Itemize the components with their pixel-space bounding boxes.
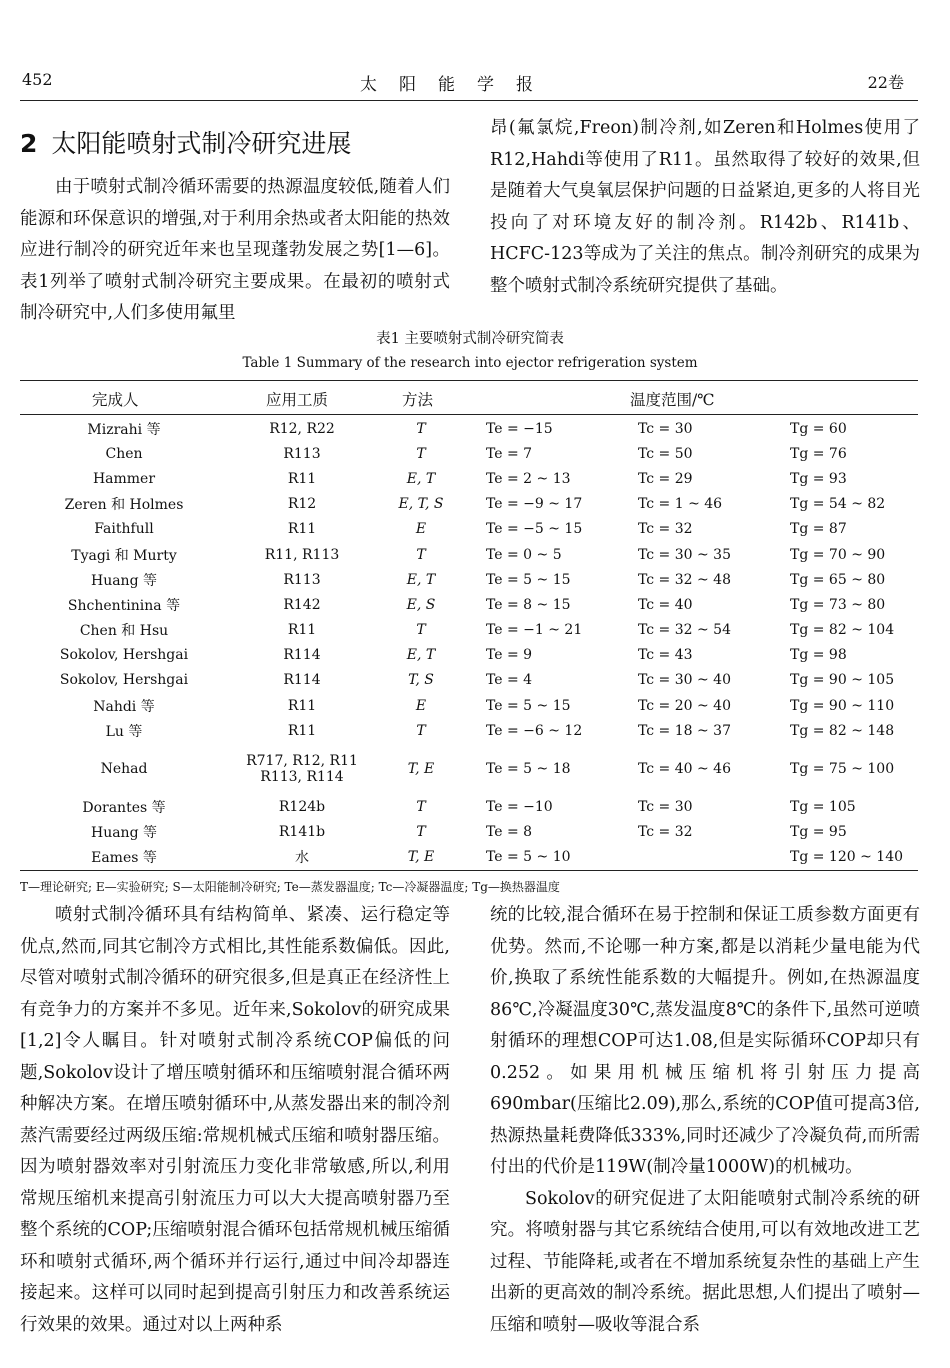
cell-condenser-temp: Tc = 18 ~ 37 xyxy=(638,722,731,739)
cell-evaporator-temp: Te = 8 ~ 15 xyxy=(486,596,571,613)
table-bottom-rule xyxy=(20,870,918,871)
cell-condenser-temp: Tc = 30 xyxy=(638,420,693,437)
journal-title: 太阳能学报 xyxy=(360,75,555,95)
cell-medium: R114 xyxy=(283,647,321,664)
cell-evaporator-temp: Te = 5 ~ 15 xyxy=(486,571,571,588)
cell-generator-temp: Tg = 95 xyxy=(790,824,847,841)
paragraph: 昂(氟氯烷,Freon)制冷剂,如Zeren和Holmes使用了R12,Hahdi等使用了R11。虽然取得了较好的效果,但是随着大气臭氧层保护问题的日益紧迫,更多的人将目光投向了对环境友好的制冷剂。R142b、R141b、HCFC-123等成为了关注的焦点。制冷剂研究的成果为整个喷射式制冷系统研究提供了基础。 xyxy=(490,118,920,296)
cell-generator-temp: Tg = 76 xyxy=(790,445,847,462)
cell-condenser-temp: Tc = 30 ~ 40 xyxy=(638,672,731,689)
paragraph: 喷射式制冷循环具有结构简单、紧凑、运行稳定等优点,然而,同其它制冷方式相比,其性能系数偏低。因此,尽管对喷射式制冷循环的研究很多,但是真正在经济性上有竞争力的方案并不多见。近年来,Sokolov的研究成果[1,2]令人瞩目。针对喷射式制冷系统COP偏低的问题,Sokolov设计了增压喷射循环和压缩喷射混合循环两种解决方案。在增压喷射循环中,从蒸发器出来的制冷剂蒸汽需要经过两级压缩:常规机械式压缩和喷射器压缩。因为喷射器效率对引射流压力变化非常敏感,所以,利用常规压缩机来提高引射流压力可以大大提高喷射器乃至整个系统的COP;压缩喷射混合循环包括常规机械压缩循环和喷射式循环,两个循环并行运行,通过中间冷却器连接起来。这样可以同时起到提高引射压力和改善系统运行效果的效果。通过对以上两种系 xyxy=(20,905,450,1335)
cell-author: Lu 等 xyxy=(105,723,143,740)
cell-medium: R11 xyxy=(287,622,317,639)
cell-method: T xyxy=(416,824,426,841)
cell-medium: R11 xyxy=(287,697,317,714)
section-heading xyxy=(20,120,450,168)
cell-method: T xyxy=(416,722,426,739)
cell-medium: R113 xyxy=(283,571,321,588)
cell-medium: 水 xyxy=(295,850,309,867)
cell-generator-temp: Tg = 82 ~ 104 xyxy=(790,622,895,639)
cell-medium: R11 xyxy=(287,521,317,538)
header-temp-range: 温度范围/℃ xyxy=(630,391,715,409)
page-number: 452 xyxy=(22,70,53,89)
cell-method: T xyxy=(416,445,426,462)
cell-condenser-temp: Tc = 32 xyxy=(638,521,693,538)
cell-author: Sokolov, Hershgai xyxy=(59,672,189,689)
table-row xyxy=(20,441,918,466)
cell-author: Huang 等 xyxy=(90,572,157,589)
table-header-rule xyxy=(20,414,918,415)
cell-generator-temp: Tg = 73 ~ 80 xyxy=(790,596,886,613)
header-rule xyxy=(20,100,918,101)
table-row xyxy=(20,820,918,845)
table-row xyxy=(20,492,918,517)
cell-medium: R11 xyxy=(287,470,317,487)
cell-evaporator-temp: Te = 9 xyxy=(486,647,533,664)
cell-medium: R11, R113 xyxy=(264,546,340,563)
header-author: 完成人 xyxy=(92,391,139,409)
cell-author: Zeren 和 Holmes xyxy=(64,497,184,514)
cell-medium: R124b xyxy=(278,799,326,816)
cell-evaporator-temp: Te = 4 xyxy=(486,672,533,689)
cell-condenser-temp: Tc = 20 ~ 40 xyxy=(638,697,731,714)
cell-method: T, E xyxy=(407,849,435,866)
cell-medium xyxy=(228,743,376,794)
cell-evaporator-temp: Te = −10 xyxy=(486,799,553,816)
cell-medium: R12, R22 xyxy=(269,420,335,437)
cell-evaporator-temp: Te = 2 ~ 13 xyxy=(486,470,571,487)
cell-method: E, T xyxy=(406,647,436,664)
cell-evaporator-temp: Te = 7 xyxy=(486,445,533,462)
cell-condenser-temp: Tc = 40 ~ 46 xyxy=(638,760,731,777)
paragraph: 统的比较,混合循环在易于控制和保证工质参数方面更有优势。然而,不论哪一种方案,都是以消耗少量电能为代价,换取了系统性能系数的大幅提升。例如,在热源温度86℃,冷凝温度30℃,蒸发温度8℃的条件下,虽然可逆喷射循环的理想COP可达1.08,但是实际循环COP却只有0.252。如果用机械压缩机将引射压力提高690mbar(压缩比2.09),那么,系统的COP值可提高3倍,热源热量耗费降低333%,同时还减少了冷凝负荷,而所需付出的代价是119W(制冷量1000W)的机械功。 xyxy=(490,905,920,1177)
cell-condenser-temp: Tc = 30 ~ 35 xyxy=(638,546,731,563)
cell-generator-temp: Tg = 70 ~ 90 xyxy=(790,546,886,563)
cell-generator-temp: Tg = 82 ~ 148 xyxy=(790,722,895,739)
table-row xyxy=(20,517,918,542)
cell-generator-temp: Tg = 54 ~ 82 xyxy=(790,496,886,513)
cell-author: Shchentinina 等 xyxy=(67,597,181,614)
cell-author: Mizrahi 等 xyxy=(87,421,161,438)
cell-generator-temp: Tg = 65 ~ 80 xyxy=(790,571,886,588)
table-row xyxy=(20,466,918,491)
cell-condenser-temp: Tc = 29 xyxy=(638,470,693,487)
table-row xyxy=(20,693,918,718)
cell-condenser-temp: Tc = 32 ~ 48 xyxy=(638,571,731,588)
table-top-rule xyxy=(20,380,918,381)
research-table xyxy=(20,416,918,870)
paragraph: Sokolov的研究促进了太阳能喷射式制冷系统的研究。将喷射器与其它系统结合使用,可以有效地改进工艺过程、节能降耗,或者在不增加系统复杂性的基础上产生出新的更高效的制冷系统。据此思想,人们提出了喷射—压缩和喷射—吸收等混合系 xyxy=(490,1188,920,1335)
text-column-top-right xyxy=(490,113,920,302)
cell-evaporator-temp: Te = −15 xyxy=(486,420,553,437)
cell-generator-temp: Tg = 93 xyxy=(790,470,847,487)
table-row xyxy=(20,743,918,794)
cell-author: Chen 和 Hsu xyxy=(79,623,169,640)
table-row xyxy=(20,567,918,592)
section-number: 2 xyxy=(20,129,38,158)
cell-author: Eames 等 xyxy=(91,850,157,867)
cell-author: Faithfull xyxy=(94,521,154,538)
table-caption-en: Table 1 Summary of the research into ejector refrigeration system xyxy=(242,355,698,371)
cell-author: Huang 等 xyxy=(90,825,157,842)
cell-medium: R11 xyxy=(287,722,317,739)
cell-method: T, E xyxy=(407,760,435,777)
section-title: 太阳能喷射式制冷研究进展 xyxy=(51,129,352,158)
cell-medium: R142 xyxy=(283,596,321,613)
cell-medium-line: R113, R114 xyxy=(260,768,344,785)
cell-method: E xyxy=(415,697,427,714)
cell-author: Chen xyxy=(105,445,143,462)
table-row xyxy=(20,845,918,870)
cell-evaporator-temp: Te = −9 ~ 17 xyxy=(486,496,583,513)
cell-method: T xyxy=(416,622,426,639)
cell-method: T xyxy=(416,546,426,563)
cell-method: E xyxy=(415,521,427,538)
cell-condenser-temp: Tc = 40 xyxy=(638,596,693,613)
cell-author: Nahdi 等 xyxy=(93,698,155,715)
cell-evaporator-temp: Te = −5 ~ 15 xyxy=(486,521,583,538)
cell-author: Hammer xyxy=(92,470,156,487)
table-row xyxy=(20,643,918,668)
table-row xyxy=(20,794,918,819)
cell-condenser-temp: Tc = 32 ~ 54 xyxy=(638,622,731,639)
cell-generator-temp: Tg = 87 xyxy=(790,521,847,538)
cell-medium: R114 xyxy=(283,672,321,689)
cell-method: E, T xyxy=(406,571,436,588)
cell-method: T xyxy=(416,799,426,816)
cell-author: Nehad xyxy=(100,760,148,777)
cell-generator-temp: Tg = 90 ~ 105 xyxy=(790,672,895,689)
text-column-top-left xyxy=(20,120,450,330)
cell-method: E, T xyxy=(406,470,436,487)
cell-condenser-temp: Tc = 50 xyxy=(638,445,693,462)
cell-medium: R113 xyxy=(283,445,321,462)
table-row xyxy=(20,416,918,441)
cell-medium-line: R717, R12, R11 xyxy=(246,752,358,769)
cell-evaporator-temp: Te = 5 ~ 18 xyxy=(486,760,571,777)
cell-medium: R12 xyxy=(287,496,317,513)
volume-label: 22卷 xyxy=(867,73,904,92)
cell-condenser-temp: Tc = 43 xyxy=(638,647,693,664)
table-row xyxy=(20,542,918,567)
cell-evaporator-temp: Te = 8 xyxy=(486,824,533,841)
cell-generator-temp: Tg = 75 ~ 100 xyxy=(790,760,895,777)
cell-generator-temp: Tg = 60 xyxy=(790,420,847,437)
header-method: 方法 xyxy=(402,391,434,409)
cell-condenser-temp: Tc = 32 xyxy=(638,824,693,841)
cell-evaporator-temp: Te = 5 ~ 15 xyxy=(486,697,571,714)
cell-evaporator-temp: Te = 0 ~ 5 xyxy=(486,546,562,563)
cell-method: T xyxy=(416,420,426,437)
text-column-bottom-left xyxy=(20,900,450,1341)
table-row xyxy=(20,618,918,643)
cell-author: Sokolov, Hershgai xyxy=(59,647,189,664)
cell-condenser-temp: Tc = 30 xyxy=(638,799,693,816)
cell-evaporator-temp: Te = −1 ~ 21 xyxy=(486,622,583,639)
cell-generator-temp: Tg = 90 ~ 110 xyxy=(790,697,895,714)
cell-condenser-temp: Tc = 1 ~ 46 xyxy=(638,496,723,513)
cell-generator-temp: Tg = 98 xyxy=(790,647,847,664)
table-footnote: T—理论研究; E—实验研究; S—太阳能制冷研究; Te—蒸发器温度; Tc—冷凝器温度; Tg—换热器温度 xyxy=(20,880,560,894)
table-caption-cn: 表1 主要喷射式制冷研究简表 xyxy=(376,331,564,347)
cell-condenser-temp xyxy=(638,845,790,870)
cell-author: Tyagi 和 Murty xyxy=(71,547,177,564)
paragraph: 由于喷射式制冷循环需要的热源温度较低,随着人们能源和环保意识的增强,对于利用余热或者太阳能的热效应进行制冷的研究近年来也呈现蓬勃发展之势[1—6]。表1列举了喷射式制冷研究主要成果。在最初的喷射式制冷研究中,人们多使用氟里 xyxy=(20,177,450,323)
cell-generator-temp: Tg = 120 ~ 140 xyxy=(790,849,904,866)
cell-author: Dorantes 等 xyxy=(82,800,166,817)
header-medium: 应用工质 xyxy=(266,391,329,409)
cell-evaporator-temp: Te = 5 ~ 10 xyxy=(486,849,571,866)
table-body xyxy=(20,416,918,870)
cell-evaporator-temp: Te = −6 ~ 12 xyxy=(486,722,583,739)
cell-method: T, S xyxy=(408,672,434,689)
cell-generator-temp: Tg = 105 xyxy=(790,799,856,816)
text-column-bottom-right xyxy=(490,900,920,1341)
table-row xyxy=(20,718,918,743)
table-row xyxy=(20,668,918,693)
table-row xyxy=(20,592,918,617)
cell-medium: R141b xyxy=(278,824,326,841)
cell-method: E, T, S xyxy=(398,496,444,513)
cell-method: E, S xyxy=(406,596,436,613)
